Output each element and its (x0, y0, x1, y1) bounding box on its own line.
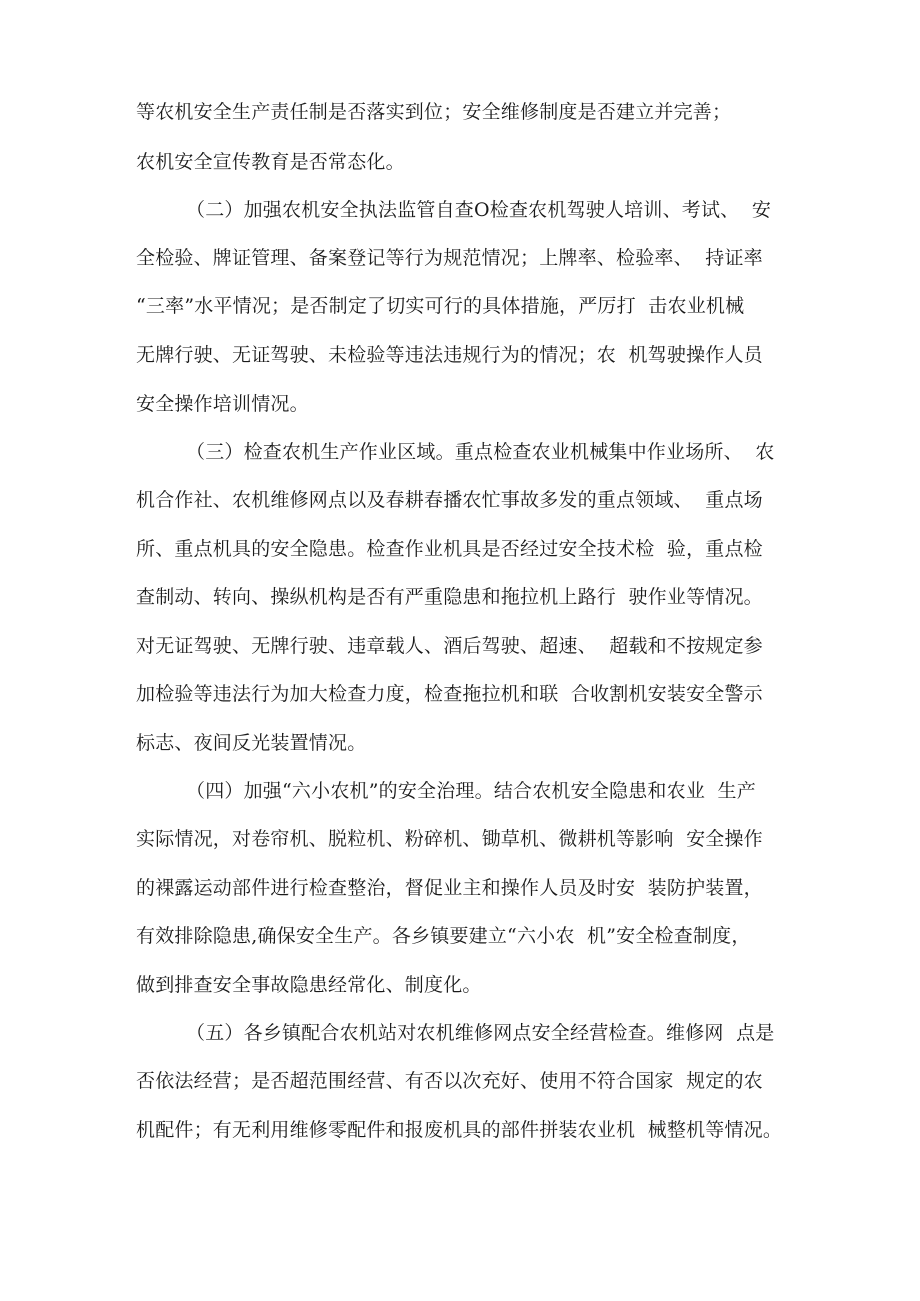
text-line: 农机安全宣传教育是否常态化。 (136, 151, 405, 173)
text-line: 查制动、转向、操纵机构是否有严重隐患和拖拉机上路行 驶作业等情况。 (136, 586, 763, 608)
text-line: 否依法经营；是否超范围经营、有否以次充好、使用不符合国家 规定的农 (136, 1070, 763, 1092)
text-line: 机合作社、农机维修网点以及春耕春播农忙事故多发的重点领域、 重点场 (136, 489, 763, 511)
section-heading-line: （五）各乡镇配合农机站对农机维修网点安全经营检查。维修网 点是 (186, 1022, 775, 1044)
text-line: 做到排查安全事故隐患经常化、制度化。 (136, 974, 482, 996)
section-heading-line: （三）检查农机生产作业区域。重点检查农业机械集中作业场所、 农 (186, 441, 775, 463)
section-heading-line: （二）加强农机安全执法监管自查O检查农机驾驶人培训、考试、 安 (186, 199, 772, 221)
text-line: 加检验等违法行为加大检查力度，检查拖拉机和联 合收割机安装安全警示 (136, 683, 763, 705)
text-line: 等农机安全生产责任制是否落实到位；安全维修制度是否建立并完善； (136, 101, 732, 123)
text-line: 安全操作培训情况。 (136, 393, 309, 415)
text-line: 的裸露运动部件进行检查整治，督促业主和操作人员及时安 装防护装置， (136, 877, 763, 899)
text-line: 机配件；有无利用维修零配件和报废机具的部件拼装农业机 械整机等情况。 (136, 1119, 783, 1141)
text-line: 对无证驾驶、无牌行驶、违章载人、酒后驾驶、超速、 超载和不按规定参 (136, 635, 763, 657)
text-line: “三率”水平情况；是否制定了切实可行的具体措施，严厉打 击农业机械 (136, 295, 745, 317)
text-line: 有效排除隐患,确保安全生产。各乡镇要建立“六小农 机”安全检查制度， (136, 925, 751, 947)
text-line: 标志、夜间反光装置情况。 (136, 732, 367, 754)
section-heading-line: （四）加强“六小农机”的安全治理。结合农机安全隐患和农业 生产 (186, 780, 756, 802)
text-line: 所、重点机具的安全隐患。检查作业机具是否经过安全技术检 验，重点检 (136, 538, 763, 560)
text-line: 无牌行驶、无证驾驶、未检验等违法违规行为的情况；农 机驾驶操作人员 (136, 344, 763, 366)
text-line: 实际情况，对卷帘机、脱粒机、粉碎机、锄草机、微耕机等影响 安全操作 (136, 828, 763, 850)
text-line: 全检验、牌证管理、备案登记等行为规范情况；上牌率、检验率、 持证率 (136, 247, 763, 269)
